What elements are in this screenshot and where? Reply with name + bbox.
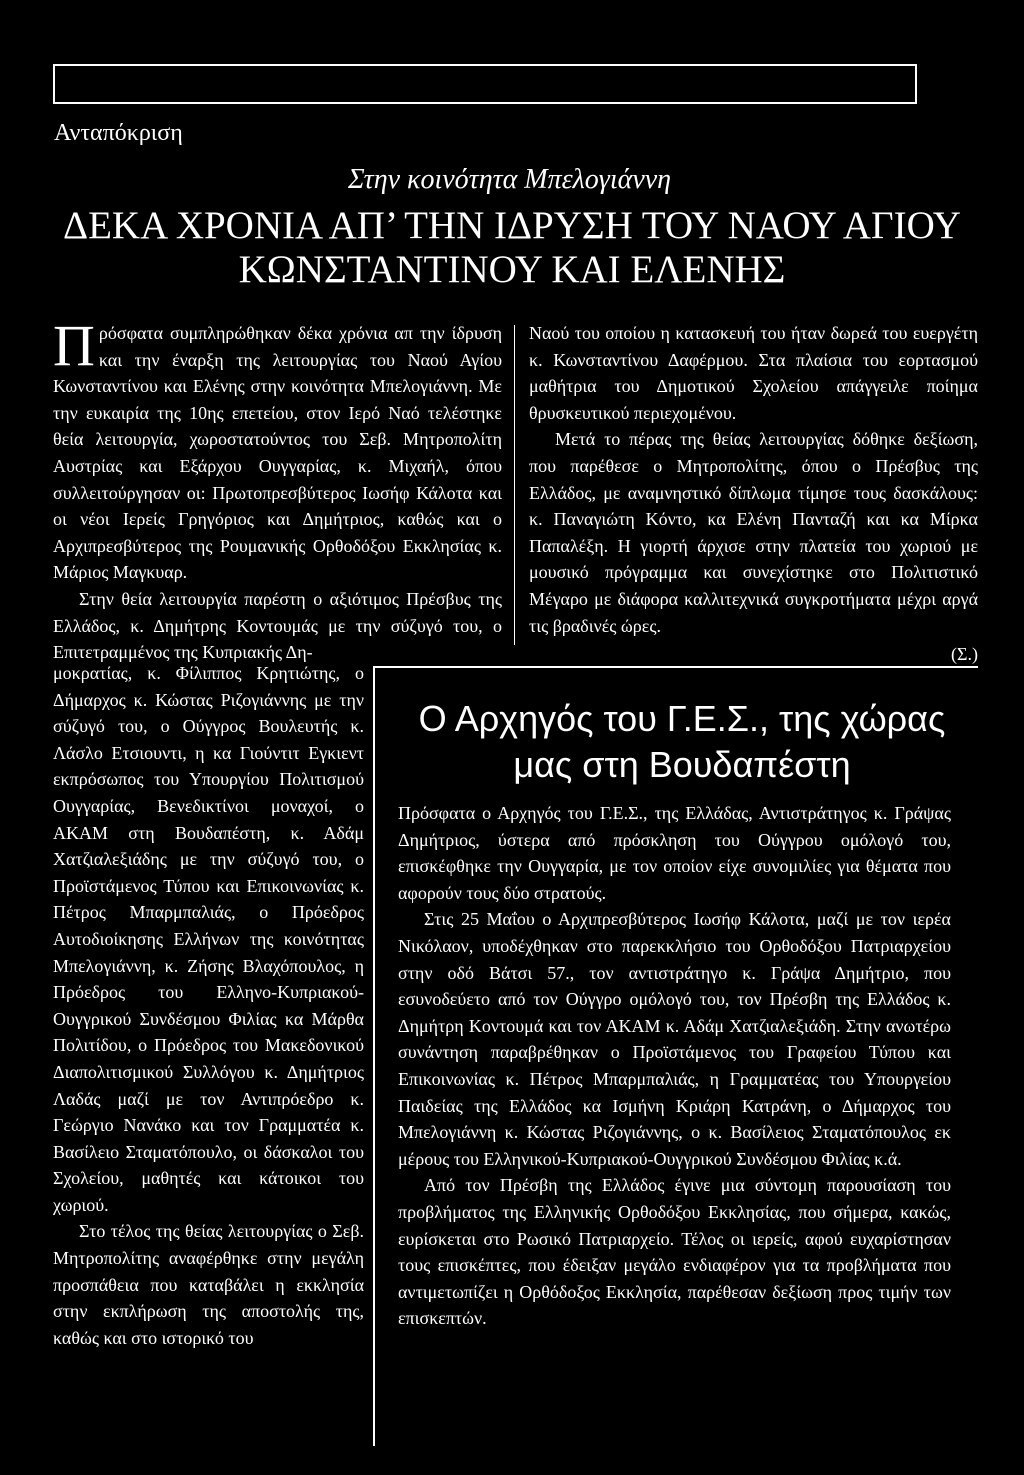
article-paragraph-5: Μετά το πέρας της θείας λειτουργίας δόθηκε δεξίωση, που παρέθεσε ο Μητροπολίτης, όπου ο Πρέσβυς της Ελλάδος, με αναμνηστικό δίπλωμα τίμησε τους δασκάλους: κ. Παναγιώτη Κόντο, κα Ελένη Πανταζή και κα Μίρκα Παπαλέξη. Η γιορτή άρχισε στην πλατεία του χωριού με μουσικό πρόγραμμα και συνεχίστηκε στο Πολιτιστικό Μέγαρο με διάφορα καλλιτεχνικά συγκροτήματα μέχρι αργά τις βραδινές ώρες.	[529, 429, 978, 636]
article-column-left-top	[53, 313, 502, 666]
box-title-line-2: μας στη Βουδαπέστη	[513, 744, 851, 785]
article-paragraph-2: Στην θεία λειτουργία παρέστη ο αξιότιμος Πρέσβυς της Ελλάδος, κ. Δημήτρης Κοντουμάς με την σύζυγό του, ο Επιτετραμμένος της Κυπριακής Δη-	[53, 588, 502, 663]
kicker: Στην κοινότητα Μπελογιάννη	[348, 164, 672, 195]
article-paragraph-1	[53, 313, 502, 586]
headline-line-2: ΚΩΝΣΤΑΝΤΙΝΟΥ ΚΑΙ ΕΛΕΝΗΣ	[238, 248, 786, 291]
section-label: Ανταπόκριση	[54, 120, 183, 146]
box-paragraph-2: Στις 25 Μαΐου ο Αρχιπρεσβύτερος Ιωσήφ Κάλοτα, μαζί με τον ιερέα Νικόλαον, υποδέχθηκαν στο παρεκκλήσιο του Ορθοδόξου Πατριαρχείου στην οδό Βάτσι 57., τον αντιστράτηγο κ. Γράψα Δημήτριο, που εσυνοδεύετο από τον Ούγγρο ομόλογό του, τον Πρέσβη της Ελλάδος κ. Δημήτρη Κοντουμά και τον ΑΚΑΜ κ. Αδάμ Χατζιαλεξιάδη. Στην ανωτέρω συνάντηση παραβρέθηκαν ο Προϊστάμενος του Γραφείου Τύπου και Επικοινωνίας κ. Πέτρος Μπαρμπαλιάς, η Γραμματέας του Υπουργείου Παιδείας της Ελλάδος κα Ισμήνη Κριάρη Κατράνη, ο Δήμαρχος του Μπελογιάννη κ. Κώστας Ριζογιάννης, ο κ. Βασίλειος Σταματόπουλος εκ μέρους του Ελληνικού-Κυπριακού-Ουγγρικού Συνδέσμου Φιλίας κ.ά.	[398, 909, 951, 1169]
article-column-left-bottom	[53, 660, 364, 1351]
article-paragraph-2-continued: μοκρατίας, κ. Φίλιππος Κρητιώτης, ο Δήμαρχος κ. Κώστας Ριζογιάννης με την σύζυγό του, ο Ούγγρος Βουλευτής κ. Λάσλο Ετσιουντι, η κα Γιούντιτ Εγκιεντ εκπρόσωπος του Υπουργίου Πολιτισμού Ουγγαρίας, Βενεδικτίνοι μοναχοί, ο ΑΚΑΜ στη Βουδαπέστη, κ. Αδάμ Χατζιαλεξιάδης με την σύζυγό του, ο Προϊστάμενος Τύπου και Επικοινωνίας κ. Πέτρος Μπαρμπαλιάς, ο Πρόεδρος Αυτοδιοίκησης Ελλήνων της κοινότητας Μπελογιάννη, κ. Ζήσης Βλαχόπουλος, η Πρόεδρος του Ελληνο-Κυπριακού-Ουγγρικού Συνδέσμου Φιλίας κα Μάρθα Πολιτίδου, ο Πρόεδρος του Μακεδονικού Διαπολιτισμικού Συλλόγου κ. Δημήτριος Λαδάς μαζί με τον Αντιπρόεδρο κ. Γεώργιο Νανάκο και τον Γραμματέα κ. Βασίλειο Σταματόπουλο, οι δάσκαλοι του Σχολείου, μαθητές και κάτοικοι του χωριού.	[53, 663, 364, 1215]
box-border-left	[373, 666, 375, 1446]
article-signature: (Σ.)	[951, 644, 978, 665]
box-paragraph-1: Πρόσφατα ο Αρχηγός του Γ.Ε.Σ., της Ελλάδας, Αντιστράτηγος κ. Γράψας Δημήτριος, ύστερα από πρόσκληση του Ούγγρου ομόλογό του, επισκέφθηκε την Ουγγαρία, με τον οποίον είχε συνομιλίες για θέματα που αφορούν τους δύο στρατούς.	[398, 803, 951, 903]
header-frame	[53, 64, 917, 104]
article-column-right	[529, 320, 978, 668]
box-paragraph-3: Από τον Πρέσβη της Ελλάδος έγινε μια σύντομη παρουσίαση του προβλήματος της Ελληνικής Ορθοδόξου Εκκλησίας, που σήμερα, κακώς, ευρίσκεται στο Ρωσικό Πατριαρχείο. Τέλος οι ιερείς, αφού ευχαρίστησαν τους επισκέπτες, που έδειξαν μεγάλο ενδιαφέρον για τα προβλήματα που αντιμετωπίζει η Ορθόδοξος Εκκλησία, παρέθεσαν δεξίωση προς τιμήν των επισκεπτών.	[398, 1175, 951, 1329]
box-border-top	[373, 666, 978, 668]
headline-line-1: ΔΕΚΑ ΧΡΟΝΙΑ ΑΠ’ ΤΗΝ ΙΔΡΥΣΗ ΤΟΥ ΝΑΟΥ ΑΓΙΟΥ	[63, 204, 961, 247]
box-article-body	[398, 800, 951, 1332]
drop-cap: Π	[53, 313, 95, 378]
article-paragraph-3: Στο τέλος της θείας λειτουργίας ο Σεβ. Μητροπολίτης αναφέρθηκε στην μεγάλη προσπάθεια που καταβάλει η εκκλησία στην εκπλήρωση της αποστολής της, καθώς και στο ιστορικό του	[53, 1221, 364, 1348]
column-divider	[514, 325, 515, 645]
article-paragraph-1-text: ρόσφατα συμπληρώθηκαν δέκα χρόνια απ την ίδρυση και την έναρξη της λειτουργίας του Ναού Αγίου Κωνσταντίνου και Ελένης στην κοινότητα Μπελογιάννη. Με την ευκαιρία της 10ης επετείου, στον Ιερό Ναό τελέστηκε θεία λειτουργία, χωροστατούντος του Σεβ. Μητροπολίτη Αυστρίας και Εξάρχου Ουγγαρίας, κ. Μιχαήλ, όπου συλλειτούργησαν οι: Πρωτοπρεσβύτερος Ιωσήφ Κάλοτα και οι νέοι Ιερείς Γρηγόριος και Δημήτριος, καθώς και ο Αρχιπρεσβύτερος της Ρουμανικής Ορθοδόξου Εκκλησίας κ. Μάριος Μαγκυαρ.	[53, 323, 502, 583]
article-paragraph-4: Ναού του οποίου η κατασκευή του ήταν δωρεά του ευεργέτη κ. Κωνσταντίνου Δαφέρμου. Στα πλαίσια του εορτασμού μαθήτρια του Δημοτικού Σχολείου απάγγειλε ποίημα θρυσκευτικού περιεχομένου.	[529, 323, 978, 423]
box-title-line-1: Ο Αρχηγός του Γ.Ε.Σ., της χώρας	[418, 698, 946, 739]
